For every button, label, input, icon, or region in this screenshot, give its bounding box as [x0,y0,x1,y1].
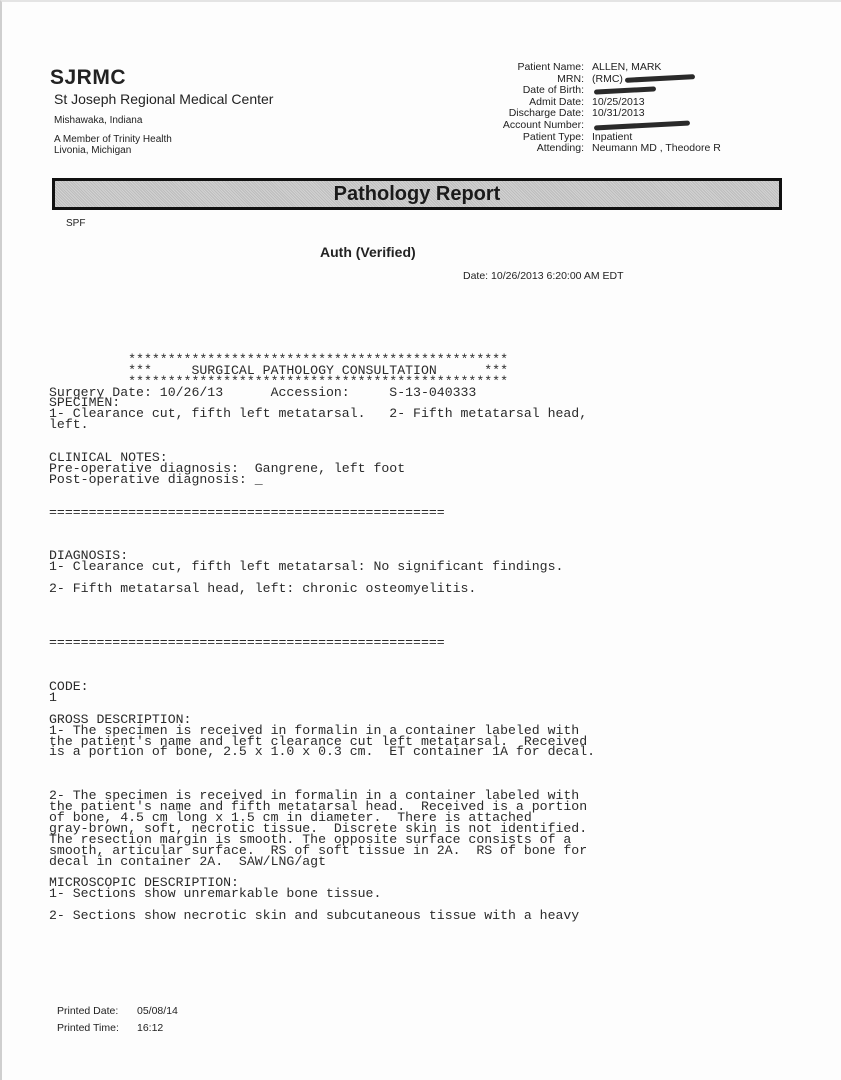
redaction-mark [594,120,690,130]
report-line: GROSS DESCRIPTION: [49,711,192,727]
org-name: St Joseph Regional Medical Center [54,91,274,107]
report-line: 1- Clearance cut, fifth left metatarsal: No significant findings. [49,559,564,575]
report-line [49,333,595,344]
report-line [49,518,595,529]
report-date: Date: 10/26/2013 6:20:00 AM EDT [463,270,624,282]
report-line: Pre-operative diagnosis: Gangrene, left foot [49,460,406,476]
report-body [49,333,595,922]
report-line [49,606,595,617]
report-line: 2- Fifth metatarsal head, left: chronic osteomyelitis. [49,580,477,596]
org-member-line2: Livonia, Michigan [54,145,132,156]
mrn-value-text: (RMC) [592,72,623,85]
report-line: 2- The specimen is received in formalin in a container labeled with [49,788,580,804]
attending-label: Attending: [536,142,584,155]
printed-time [57,1022,163,1034]
report-title-banner [52,178,782,210]
patient-type-label: Patient Type: [522,130,584,143]
report-line: DIAGNOSIS: [49,548,129,564]
admit-date-label: Admit Date: [529,95,584,108]
report-status: Auth (Verified) [320,244,416,260]
admit-date-value: 10/25/2013 [592,95,645,108]
report-line: ================================================== [49,635,445,651]
org-location: Mishawaka, Indiana [54,115,143,126]
patient-name-label: Patient Name: [517,61,584,73]
report-line [49,769,595,780]
report-line: 1- The specimen is received in formalin in a container labeled with [49,722,580,738]
report-line: decal in container 2A. SAW/LNG/agt [49,853,326,869]
report-line: gray-brown, soft, necrotic tissue. Discrete skin is not identified. [49,820,588,836]
patient-name-value: ALLEN, MARK [592,61,662,73]
report-line: the patient's name and fifth metatarsal head. Received is a portion [49,798,588,814]
report-line [49,529,595,540]
printed-time-value: 16:12 [137,1022,164,1034]
report-line: ************************************************ [49,351,508,367]
redaction-mark [625,74,695,83]
report-line: MICROSCOPIC DESCRIPTION: [49,875,239,891]
dob-label: Date of Birth: [522,84,584,97]
report-line: ================================================== [49,504,445,520]
spf-label: SPF [66,218,86,229]
org-member-line1: A Member of Trinity Health [54,134,172,145]
report-line: CODE: [49,679,89,694]
patient-info [478,62,721,155]
report-line [49,486,595,497]
report-line [49,540,595,551]
patient-type-value: Inpatient [592,130,633,143]
discharge-date-value: 10/31/2013 [592,107,645,120]
report-line: the patient's name and left clearance cut left metatarsal. Received [49,733,588,749]
printed-time-label: Printed Time: [57,1022,119,1034]
report-line: 2- Sections show necrotic skin and subcutaneous tissue with a heavy [49,908,580,924]
report-line: left. [49,417,89,433]
report-line: 1 [49,689,57,705]
report-line [49,431,595,442]
report-line: ************************************************ [49,373,508,389]
mrn-row [478,74,721,86]
report-line: SPECIMEN: [49,395,121,411]
report-line: Post-operative diagnosis: _ [49,471,263,487]
report-line: is a portion of bone, 2.5 x 1.0 x 0.3 cm. ET container 1A for decal. [49,744,596,760]
account-number-row [478,120,721,132]
attending-value: Neumann MD , Theodore R [592,142,721,155]
report-line: CLINICAL NOTES: [49,449,168,465]
report-line [49,649,595,660]
attending-row [478,143,721,155]
account-number-value [592,120,690,132]
printed-date [57,1005,178,1017]
mrn-label: MRN: [557,72,584,85]
report-line [49,660,595,671]
discharge-date-label: Discharge Date: [508,107,584,120]
mrn-value [592,74,695,86]
redaction-mark [594,86,656,94]
report-line: 1- Sections show unremarkable bone tissue. [49,886,382,902]
org-abbreviation: SJRMC [50,66,127,89]
report-line [49,671,595,682]
printed-date-label: Printed Date: [57,1005,119,1017]
printed-date-value: 05/08/14 [137,1005,178,1017]
report-line: The resection margin is smooth. The opposite surface consists of a [49,831,572,847]
report-line: of bone, 4.5 cm long x 1.5 cm in diameter. There is attached [49,809,532,825]
report-line: Surgery Date: 10/26/13 Accession: S-13-040333 [49,384,477,400]
report-line: *** SURGICAL PATHOLOGY CONSULTATION *** [49,362,508,378]
report-line: 1- Clearance cut, fifth left metatarsal. 2- Fifth metatarsal head, [49,406,588,422]
report-title: Pathology Report [333,182,501,205]
report-line [49,617,595,628]
report-line [49,595,595,606]
report-line [49,758,595,769]
account-number-label: Account Number: [502,118,584,131]
report-line: smooth, articular surface. RS of soft tissue in 2A. RS of bone for [49,842,588,858]
